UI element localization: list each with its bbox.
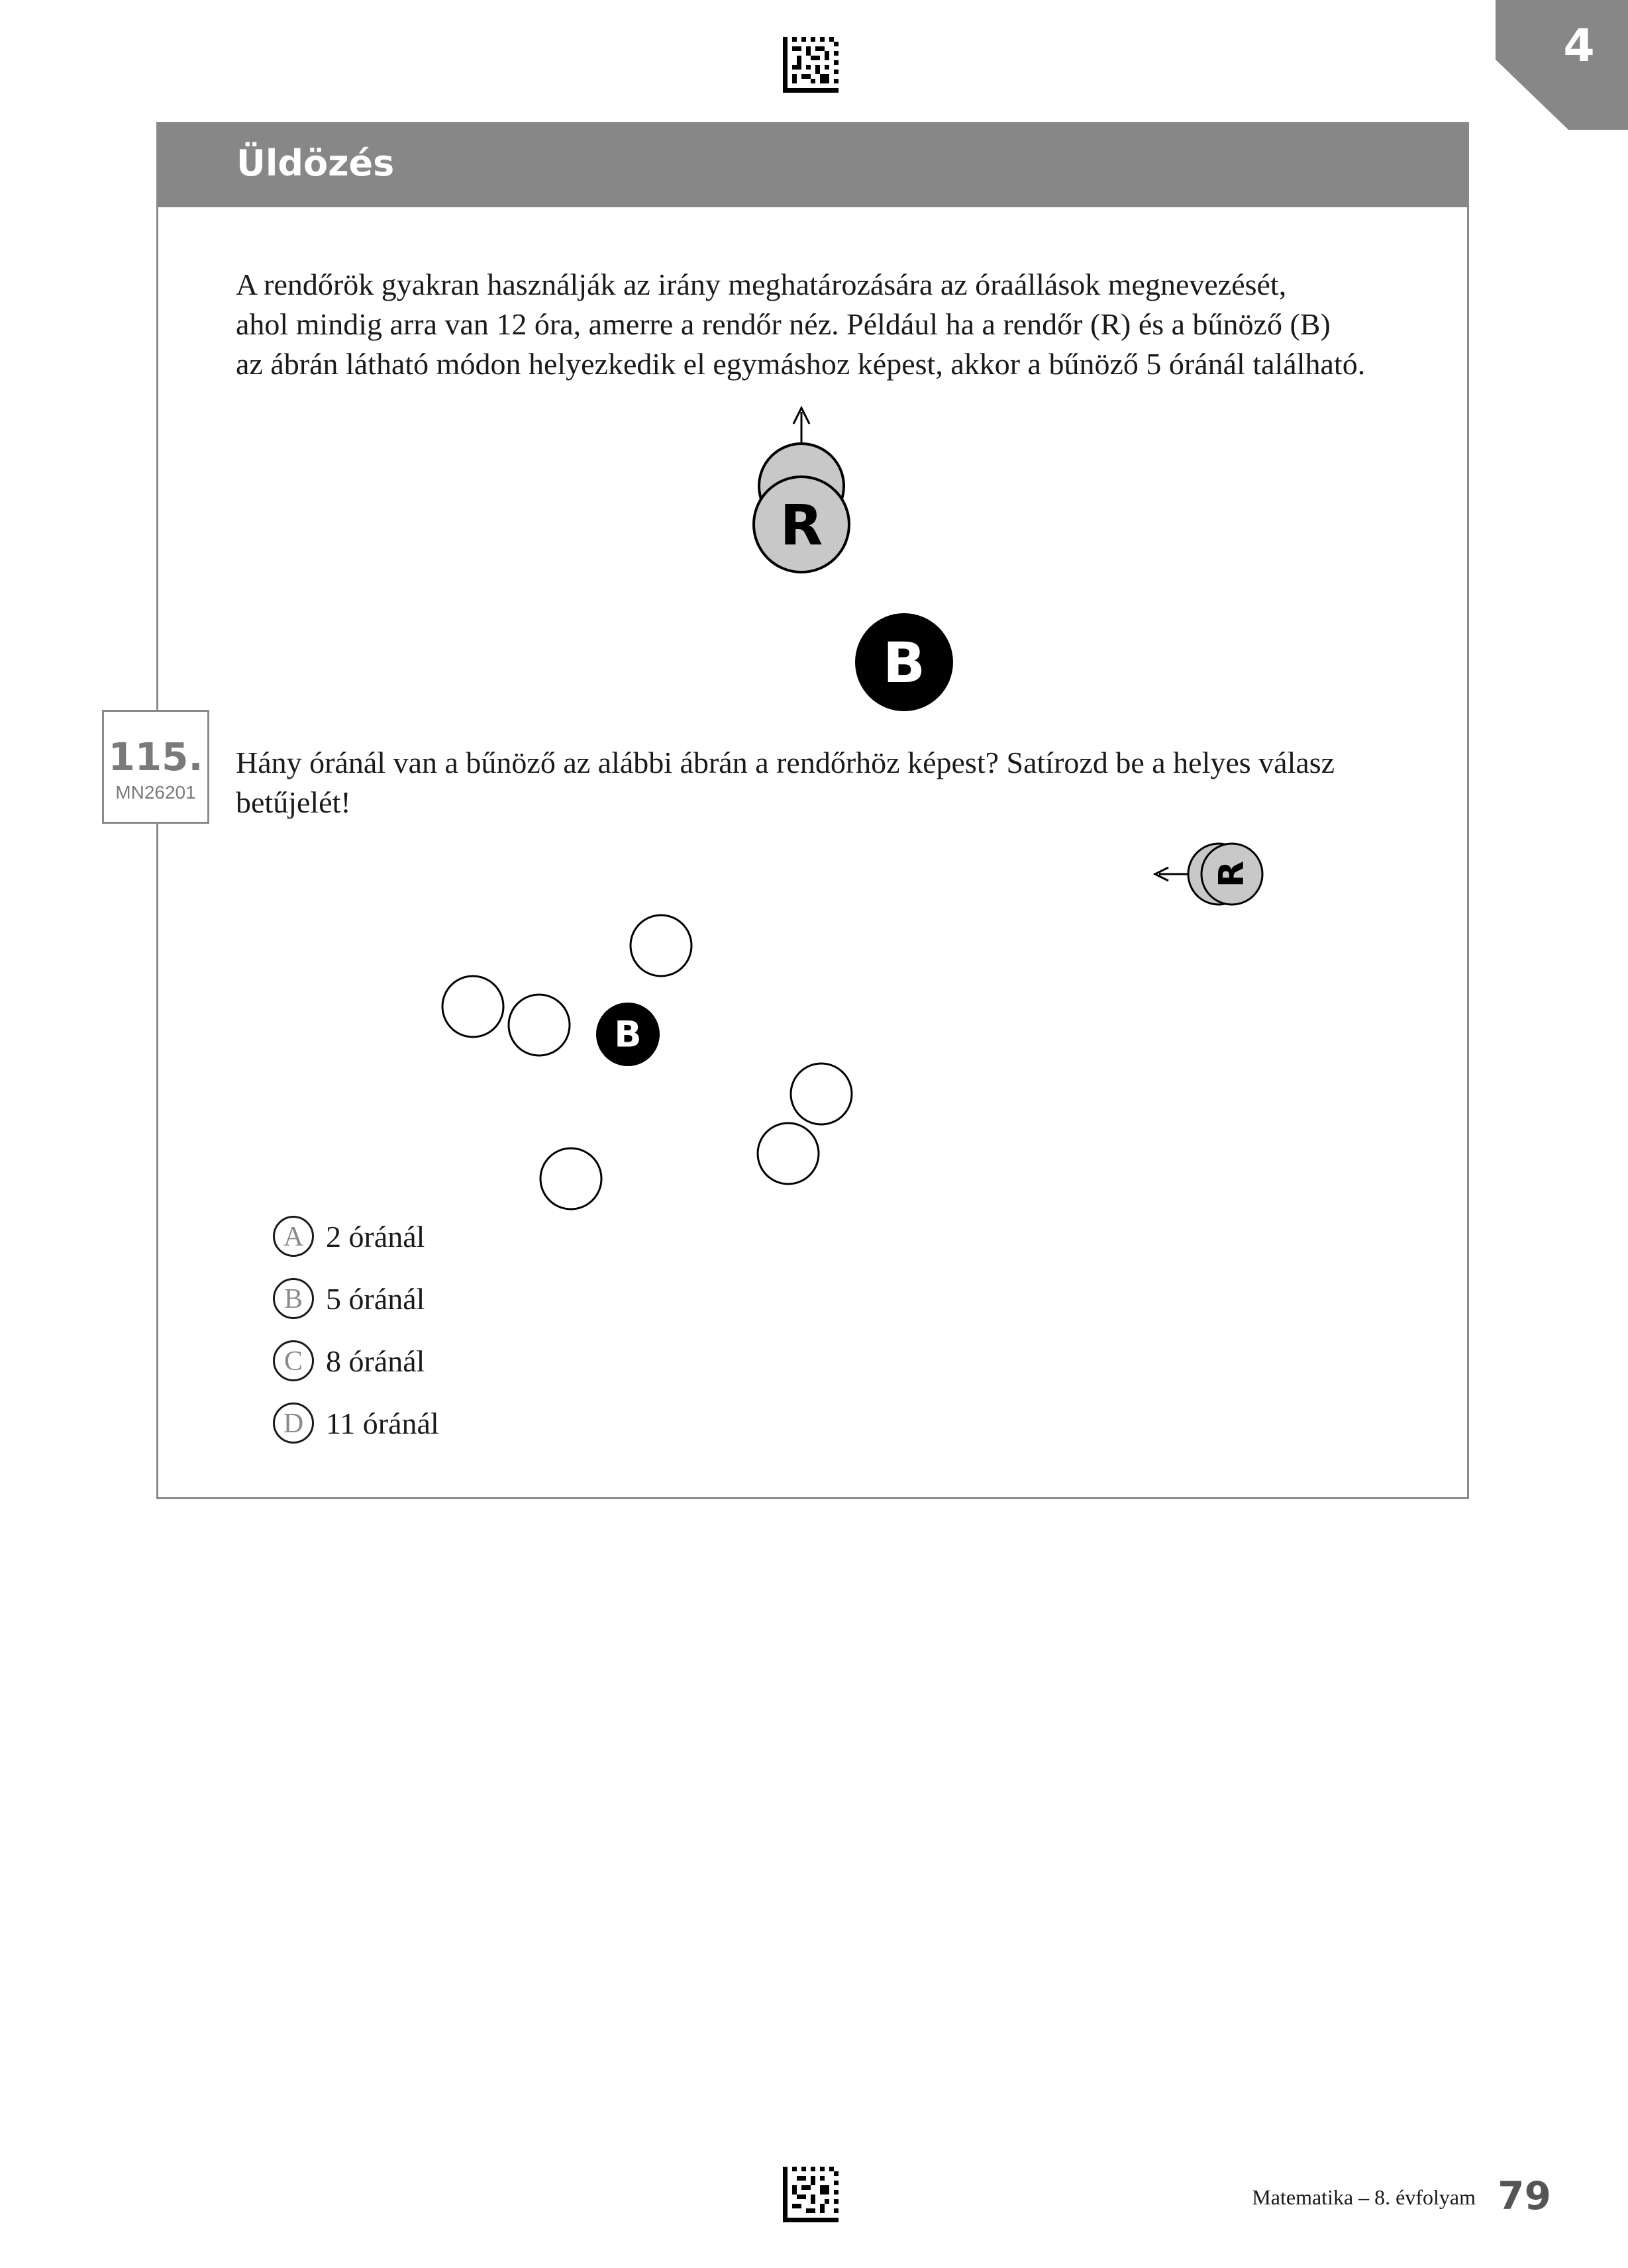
top-datamatrix-code xyxy=(783,37,839,93)
option-c[interactable] xyxy=(273,1340,604,1387)
option-a-bubble[interactable]: A xyxy=(273,1216,314,1257)
option-a-text: 2 óránál xyxy=(326,1220,425,1254)
question-figure xyxy=(397,828,1285,1238)
option-d-bubble[interactable]: D xyxy=(273,1403,314,1444)
task-number-box xyxy=(102,710,209,824)
option-b[interactable] xyxy=(273,1278,604,1324)
intro-text xyxy=(236,265,1474,384)
intro-line: ahol mindig arra van 12 óra, amerre a rendőr néz. Például ha a rendőr (R) és a bűnöző (B) xyxy=(236,307,1331,341)
question-line: betűjelét! xyxy=(236,785,351,819)
empty-position-circle xyxy=(791,1063,852,1124)
task-title: Üldözés xyxy=(236,142,395,184)
criminal-label: B xyxy=(882,630,926,695)
chapter-number: 4 xyxy=(1563,20,1595,72)
bottom-datamatrix-code xyxy=(783,2167,839,2222)
empty-position-circle xyxy=(540,1148,601,1209)
empty-position-circle xyxy=(509,995,570,1056)
task-code: MN26201 xyxy=(115,782,196,803)
police-facing-left-arrow xyxy=(1155,867,1192,881)
example-figure xyxy=(729,397,980,715)
option-c-bubble[interactable]: C xyxy=(273,1340,314,1381)
option-d[interactable] xyxy=(273,1403,604,1449)
option-b-bubble[interactable]: B xyxy=(273,1278,314,1319)
police-label: R xyxy=(1212,860,1252,888)
option-a[interactable] xyxy=(273,1216,604,1262)
empty-position-circle xyxy=(758,1123,819,1184)
task-number: 115. xyxy=(108,734,203,779)
empty-position-circle xyxy=(631,915,691,976)
page-number: 79 xyxy=(1498,2173,1551,2218)
option-c-text: 8 óránál xyxy=(326,1344,425,1378)
footer-text: Matematika – 8. évfolyam xyxy=(1252,2185,1476,2209)
question-text xyxy=(236,743,1474,822)
criminal-label: B xyxy=(614,1013,642,1056)
intro-line: A rendőrök gyakran használják az irány meghatározására az óraállások megnevezését, xyxy=(236,268,1287,301)
task-header xyxy=(158,124,1467,207)
option-d-text: 11 óránál xyxy=(326,1406,439,1440)
option-b-text: 5 óránál xyxy=(326,1282,425,1316)
empty-position-circle xyxy=(442,976,503,1037)
intro-line: az ábrán látható módon helyezkedik el egymáshoz képest, akkor a bűnöző 5 óránál található. xyxy=(236,347,1366,381)
police-label: R xyxy=(780,493,823,558)
question-line: Hány óránál van a bűnöző az alábbi ábrán a rendőrhöz képest? Satírozd be a helyes válasz xyxy=(236,746,1335,779)
